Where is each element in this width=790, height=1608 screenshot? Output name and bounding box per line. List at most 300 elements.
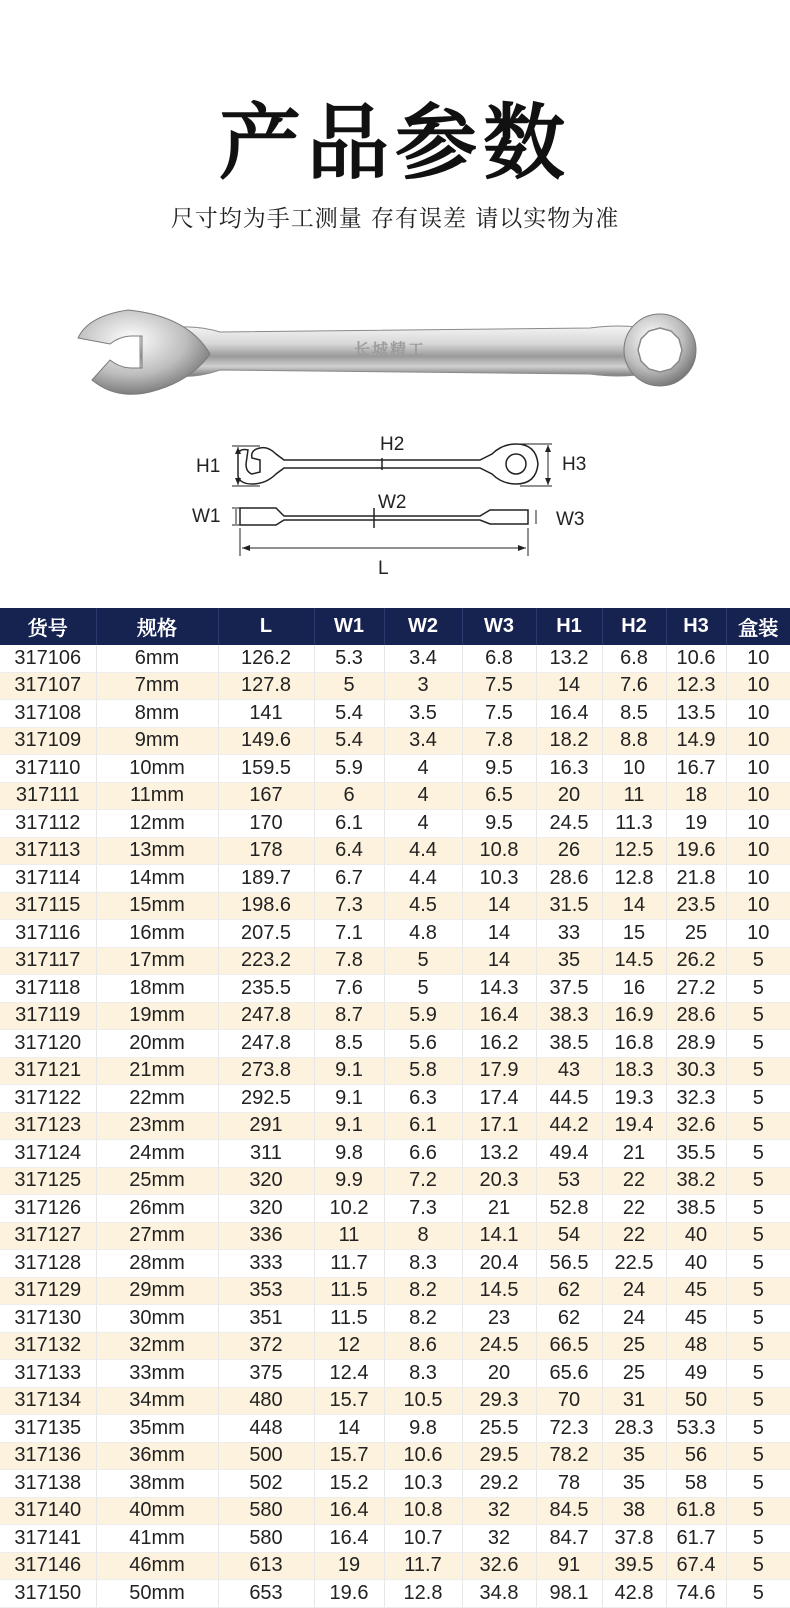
wrench-photo <box>70 298 720 408</box>
table-cell: 24mm <box>96 1140 218 1168</box>
table-row <box>0 810 790 838</box>
table-cell: 49.4 <box>536 1140 602 1168</box>
table-row <box>0 1497 790 1525</box>
table-cell: 23mm <box>96 1112 218 1140</box>
table-cell: 25 <box>602 1360 666 1388</box>
table-cell: 333 <box>218 1250 314 1278</box>
table-cell: 17.4 <box>462 1085 536 1113</box>
table-cell: 7.8 <box>314 947 384 975</box>
table-cell: 8.3 <box>384 1360 462 1388</box>
table-cell: 375 <box>218 1360 314 1388</box>
table-cell: 58 <box>666 1470 726 1498</box>
table-row <box>0 1580 790 1608</box>
table-cell: 50mm <box>96 1580 218 1608</box>
table-cell: 4.4 <box>384 865 462 893</box>
table-cell: 311 <box>218 1140 314 1168</box>
table-cell: 5 <box>726 1387 790 1415</box>
table-row <box>0 1250 790 1278</box>
table-cell: 35.5 <box>666 1140 726 1168</box>
table-cell: 7.6 <box>314 975 384 1003</box>
table-cell: 16.7 <box>666 755 726 783</box>
table-cell: 36mm <box>96 1442 218 1470</box>
table-cell: 141 <box>218 700 314 728</box>
table-cell: 16.2 <box>462 1030 536 1058</box>
table-cell: 317134 <box>0 1387 96 1415</box>
table-cell: 10.7 <box>384 1525 462 1553</box>
table-cell: 126.2 <box>218 645 314 672</box>
table-cell: 29.3 <box>462 1387 536 1415</box>
table-cell: 9.1 <box>314 1085 384 1113</box>
table-cell: 19mm <box>96 1002 218 1030</box>
table-cell: 317117 <box>0 947 96 975</box>
table-cell: 9.8 <box>384 1415 462 1443</box>
table-cell: 13.2 <box>536 645 602 672</box>
table-cell: 26.2 <box>666 947 726 975</box>
table-cell: 14.9 <box>666 727 726 755</box>
table-cell: 11 <box>314 1222 384 1250</box>
table-cell: 247.8 <box>218 1002 314 1030</box>
table-cell: 8.3 <box>384 1250 462 1278</box>
table-cell: 23 <box>462 1305 536 1333</box>
table-cell: 4.5 <box>384 892 462 920</box>
table-cell: 15mm <box>96 892 218 920</box>
table-cell: 317123 <box>0 1112 96 1140</box>
table-row <box>0 672 790 700</box>
table-cell: 6.8 <box>462 645 536 672</box>
table-cell: 317109 <box>0 727 96 755</box>
table-cell: 317118 <box>0 975 96 1003</box>
table-cell: 5 <box>726 1222 790 1250</box>
table-cell: 4 <box>384 810 462 838</box>
table-cell: 317125 <box>0 1167 96 1195</box>
table-cell: 21.8 <box>666 865 726 893</box>
table-cell: 21mm <box>96 1057 218 1085</box>
table-cell: 12.8 <box>602 865 666 893</box>
table-cell: 42.8 <box>602 1580 666 1608</box>
table-cell: 5 <box>726 1580 790 1608</box>
table-cell: 317113 <box>0 837 96 865</box>
table-cell: 78 <box>536 1470 602 1498</box>
table-cell: 23.5 <box>666 892 726 920</box>
table-cell: 22.5 <box>602 1250 666 1278</box>
table-cell: 14 <box>462 892 536 920</box>
table-cell: 25 <box>602 1332 666 1360</box>
table-cell: 19.6 <box>314 1580 384 1608</box>
table-cell: 5 <box>384 975 462 1003</box>
table-cell: 16.8 <box>602 1030 666 1058</box>
table-cell: 34.8 <box>462 1580 536 1608</box>
table-cell: 14mm <box>96 865 218 893</box>
table-cell: 10 <box>726 810 790 838</box>
table-cell: 8.7 <box>314 1002 384 1030</box>
table-cell: 19 <box>314 1552 384 1580</box>
table-cell: 35 <box>602 1470 666 1498</box>
table-cell: 19.3 <box>602 1085 666 1113</box>
table-row <box>0 1277 790 1305</box>
table-cell: 24 <box>602 1277 666 1305</box>
table-cell: 10 <box>726 672 790 700</box>
table-cell: 11 <box>602 782 666 810</box>
table-cell: 18.2 <box>536 727 602 755</box>
table-cell: 17mm <box>96 947 218 975</box>
table-cell: 18 <box>666 782 726 810</box>
table-cell: 10mm <box>96 755 218 783</box>
table-cell: 317138 <box>0 1470 96 1498</box>
table-cell: 10.6 <box>384 1442 462 1470</box>
table-cell: 20mm <box>96 1030 218 1058</box>
table-cell: 27mm <box>96 1222 218 1250</box>
table-cell: 12mm <box>96 810 218 838</box>
table-cell: 5 <box>726 1140 790 1168</box>
table-cell: 46mm <box>96 1552 218 1580</box>
table-cell: 317115 <box>0 892 96 920</box>
table-cell: 37.5 <box>536 975 602 1003</box>
table-cell: 6.5 <box>462 782 536 810</box>
table-cell: 10 <box>726 700 790 728</box>
table-cell: 12.5 <box>602 837 666 865</box>
table-cell: 207.5 <box>218 920 314 948</box>
table-cell: 27.2 <box>666 975 726 1003</box>
table-cell: 37.8 <box>602 1525 666 1553</box>
table-row <box>0 1057 790 1085</box>
table-cell: 7.2 <box>384 1167 462 1195</box>
table-row <box>0 1222 790 1250</box>
table-cell: 5 <box>726 1552 790 1580</box>
column-header: W1 <box>314 608 384 645</box>
table-cell: 7.3 <box>314 892 384 920</box>
table-cell: 223.2 <box>218 947 314 975</box>
table-cell: 78.2 <box>536 1442 602 1470</box>
table-cell: 28mm <box>96 1250 218 1278</box>
table-cell: 317129 <box>0 1277 96 1305</box>
table-cell: 45 <box>666 1305 726 1333</box>
table-cell: 10.8 <box>384 1497 462 1525</box>
table-cell: 317141 <box>0 1525 96 1553</box>
table-cell: 580 <box>218 1497 314 1525</box>
table-cell: 317116 <box>0 920 96 948</box>
table-cell: 480 <box>218 1387 314 1415</box>
table-cell: 56 <box>666 1442 726 1470</box>
table-cell: 5 <box>726 1277 790 1305</box>
table-cell: 25.5 <box>462 1415 536 1443</box>
table-cell: 21 <box>462 1195 536 1223</box>
column-header: H2 <box>602 608 666 645</box>
label-w2: W2 <box>378 492 407 513</box>
table-row <box>0 837 790 865</box>
table-cell: 49 <box>666 1360 726 1388</box>
table-cell: 653 <box>218 1580 314 1608</box>
table-cell: 159.5 <box>218 755 314 783</box>
table-row <box>0 1140 790 1168</box>
table-cell: 74.6 <box>666 1580 726 1608</box>
table-cell: 10 <box>726 645 790 672</box>
table-cell: 62 <box>536 1277 602 1305</box>
table-cell: 351 <box>218 1305 314 1333</box>
table-row <box>0 1332 790 1360</box>
table-cell: 5 <box>726 1442 790 1470</box>
table-cell: 3.4 <box>384 727 462 755</box>
column-header: 规格 <box>96 608 218 645</box>
table-cell: 61.8 <box>666 1497 726 1525</box>
table-cell: 32 <box>462 1497 536 1525</box>
table-cell: 317128 <box>0 1250 96 1278</box>
table-cell: 45 <box>666 1277 726 1305</box>
table-cell: 8.5 <box>314 1030 384 1058</box>
table-cell: 317122 <box>0 1085 96 1113</box>
table-cell: 22 <box>602 1167 666 1195</box>
table-cell: 5.4 <box>314 700 384 728</box>
table-row <box>0 1167 790 1195</box>
table-cell: 18.3 <box>602 1057 666 1085</box>
table-cell: 273.8 <box>218 1057 314 1085</box>
table-cell: 317114 <box>0 865 96 893</box>
table-cell: 50 <box>666 1387 726 1415</box>
table-cell: 38.3 <box>536 1002 602 1030</box>
table-row <box>0 645 790 672</box>
table-cell: 56.5 <box>536 1250 602 1278</box>
table-cell: 8.2 <box>384 1305 462 1333</box>
table-row <box>0 1002 790 1030</box>
table-cell: 34mm <box>96 1387 218 1415</box>
table-cell: 10 <box>726 892 790 920</box>
table-cell: 40mm <box>96 1497 218 1525</box>
table-cell: 7.8 <box>462 727 536 755</box>
table-cell: 8 <box>384 1222 462 1250</box>
table-cell: 14 <box>462 947 536 975</box>
table-cell: 317111 <box>0 782 96 810</box>
table-cell: 16.4 <box>314 1525 384 1553</box>
table-row <box>0 1415 790 1443</box>
table-row <box>0 755 790 783</box>
table-cell: 5 <box>726 1525 790 1553</box>
table-cell: 317124 <box>0 1140 96 1168</box>
table-cell: 5 <box>726 1195 790 1223</box>
table-cell: 13mm <box>96 837 218 865</box>
table-cell: 38mm <box>96 1470 218 1498</box>
table-cell: 10 <box>726 920 790 948</box>
table-cell: 3.4 <box>384 645 462 672</box>
table-cell: 15.2 <box>314 1470 384 1498</box>
table-row <box>0 865 790 893</box>
table-cell: 6.3 <box>384 1085 462 1113</box>
table-row <box>0 1305 790 1333</box>
table-cell: 11.7 <box>314 1250 384 1278</box>
table-cell: 20.3 <box>462 1167 536 1195</box>
table-cell: 7.1 <box>314 920 384 948</box>
table-cell: 5 <box>314 672 384 700</box>
table-cell: 292.5 <box>218 1085 314 1113</box>
column-header: 货号 <box>0 608 96 645</box>
table-cell: 9.5 <box>462 755 536 783</box>
table-cell: 19.4 <box>602 1112 666 1140</box>
table-cell: 67.4 <box>666 1552 726 1580</box>
table-cell: 5 <box>726 1002 790 1030</box>
table-cell: 6.1 <box>314 810 384 838</box>
table-cell: 10.2 <box>314 1195 384 1223</box>
table-cell: 29.2 <box>462 1470 536 1498</box>
table-cell: 28.3 <box>602 1415 666 1443</box>
table-cell: 189.7 <box>218 865 314 893</box>
table-cell: 7.5 <box>462 672 536 700</box>
table-cell: 44.5 <box>536 1085 602 1113</box>
table-cell: 5.9 <box>314 755 384 783</box>
table-cell: 6.7 <box>314 865 384 893</box>
table-cell: 62 <box>536 1305 602 1333</box>
table-cell: 10 <box>726 837 790 865</box>
table-cell: 32.6 <box>666 1112 726 1140</box>
table-row <box>0 947 790 975</box>
table-cell: 5 <box>726 1415 790 1443</box>
table-cell: 26mm <box>96 1195 218 1223</box>
table-cell: 14 <box>314 1415 384 1443</box>
table-cell: 5 <box>384 947 462 975</box>
table-cell: 5 <box>726 947 790 975</box>
table-cell: 149.6 <box>218 727 314 755</box>
table-cell: 17.1 <box>462 1112 536 1140</box>
table-cell: 30.3 <box>666 1057 726 1085</box>
table-cell: 20.4 <box>462 1250 536 1278</box>
table-cell: 11.3 <box>602 810 666 838</box>
table-cell: 3 <box>384 672 462 700</box>
table-cell: 28.9 <box>666 1030 726 1058</box>
table-cell: 5 <box>726 1497 790 1525</box>
table-cell: 15.7 <box>314 1442 384 1470</box>
table-cell: 19 <box>666 810 726 838</box>
table-cell: 32 <box>462 1525 536 1553</box>
table-cell: 12 <box>314 1332 384 1360</box>
table-cell: 18mm <box>96 975 218 1003</box>
table-cell: 84.7 <box>536 1525 602 1553</box>
table-cell: 16.4 <box>462 1002 536 1030</box>
table-cell: 15 <box>602 920 666 948</box>
table-cell: 14 <box>462 920 536 948</box>
table-cell: 10 <box>602 755 666 783</box>
table-cell: 15.7 <box>314 1387 384 1415</box>
table-row <box>0 1552 790 1580</box>
table-cell: 14 <box>602 892 666 920</box>
table-cell: 5.9 <box>384 1002 462 1030</box>
table-row <box>0 1030 790 1058</box>
brand-engraving: 长城精工 <box>353 340 427 359</box>
table-cell: 40 <box>666 1250 726 1278</box>
table-cell: 5 <box>726 1057 790 1085</box>
table-cell: 317136 <box>0 1442 96 1470</box>
table-cell: 580 <box>218 1525 314 1553</box>
table-cell: 10.5 <box>384 1387 462 1415</box>
table-cell: 167 <box>218 782 314 810</box>
table-cell: 26 <box>536 837 602 865</box>
table-cell: 91 <box>536 1552 602 1580</box>
table-row <box>0 782 790 810</box>
table-cell: 28.6 <box>666 1002 726 1030</box>
table-cell: 22 <box>602 1195 666 1223</box>
table-row <box>0 1387 790 1415</box>
table-cell: 10.3 <box>384 1470 462 1498</box>
table-row <box>0 1470 790 1498</box>
table-cell: 317107 <box>0 672 96 700</box>
table-cell: 9.9 <box>314 1167 384 1195</box>
table-cell: 11.5 <box>314 1305 384 1333</box>
column-header: L <box>218 608 314 645</box>
table-cell: 29mm <box>96 1277 218 1305</box>
table-cell: 10.3 <box>462 865 536 893</box>
table-cell: 5 <box>726 1332 790 1360</box>
table-cell: 38.2 <box>666 1167 726 1195</box>
table-cell: 21 <box>602 1140 666 1168</box>
table-cell: 613 <box>218 1552 314 1580</box>
table-cell: 8.8 <box>602 727 666 755</box>
table-cell: 12.8 <box>384 1580 462 1608</box>
table-cell: 9.8 <box>314 1140 384 1168</box>
table-cell: 16 <box>602 975 666 1003</box>
table-cell: 317120 <box>0 1030 96 1058</box>
table-cell: 22mm <box>96 1085 218 1113</box>
table-cell: 317140 <box>0 1497 96 1525</box>
table-cell: 6mm <box>96 645 218 672</box>
table-cell: 29.5 <box>462 1442 536 1470</box>
table-cell: 10 <box>726 782 790 810</box>
table-cell: 16mm <box>96 920 218 948</box>
table-cell: 317121 <box>0 1057 96 1085</box>
table-cell: 320 <box>218 1167 314 1195</box>
table-cell: 31 <box>602 1387 666 1415</box>
table-cell: 5.6 <box>384 1030 462 1058</box>
table-cell: 14 <box>536 672 602 700</box>
column-header: H1 <box>536 608 602 645</box>
table-cell: 7.6 <box>602 672 666 700</box>
table-row <box>0 1085 790 1113</box>
table-cell: 5 <box>726 1167 790 1195</box>
table-cell: 20 <box>536 782 602 810</box>
table-row <box>0 1195 790 1223</box>
table-cell: 6.6 <box>384 1140 462 1168</box>
table-row <box>0 727 790 755</box>
table-cell: 66.5 <box>536 1332 602 1360</box>
table-cell: 10.8 <box>462 837 536 865</box>
table-cell: 52.8 <box>536 1195 602 1223</box>
table-cell: 13.5 <box>666 700 726 728</box>
table-cell: 8.6 <box>384 1332 462 1360</box>
table-cell: 4.8 <box>384 920 462 948</box>
table-cell: 32mm <box>96 1332 218 1360</box>
label-l: L <box>378 558 389 579</box>
table-cell: 336 <box>218 1222 314 1250</box>
table-cell: 5 <box>726 1250 790 1278</box>
table-cell: 38 <box>602 1497 666 1525</box>
table-cell: 317110 <box>0 755 96 783</box>
table-cell: 65.6 <box>536 1360 602 1388</box>
table-cell: 12.4 <box>314 1360 384 1388</box>
table-cell: 8mm <box>96 700 218 728</box>
table-cell: 247.8 <box>218 1030 314 1058</box>
table-cell: 28.6 <box>536 865 602 893</box>
label-h1: H1 <box>196 456 221 477</box>
table-cell: 16.9 <box>602 1002 666 1030</box>
table-cell: 6.4 <box>314 837 384 865</box>
table-cell: 25mm <box>96 1167 218 1195</box>
table-cell: 30mm <box>96 1305 218 1333</box>
table-cell: 9.1 <box>314 1057 384 1085</box>
table-cell: 33mm <box>96 1360 218 1388</box>
table-cell: 14.3 <box>462 975 536 1003</box>
table-cell: 317127 <box>0 1222 96 1250</box>
table-cell: 13.2 <box>462 1140 536 1168</box>
table-cell: 31.5 <box>536 892 602 920</box>
table-cell: 5 <box>726 1085 790 1113</box>
table-cell: 9.1 <box>314 1112 384 1140</box>
table-cell: 24 <box>602 1305 666 1333</box>
table-cell: 5 <box>726 975 790 1003</box>
